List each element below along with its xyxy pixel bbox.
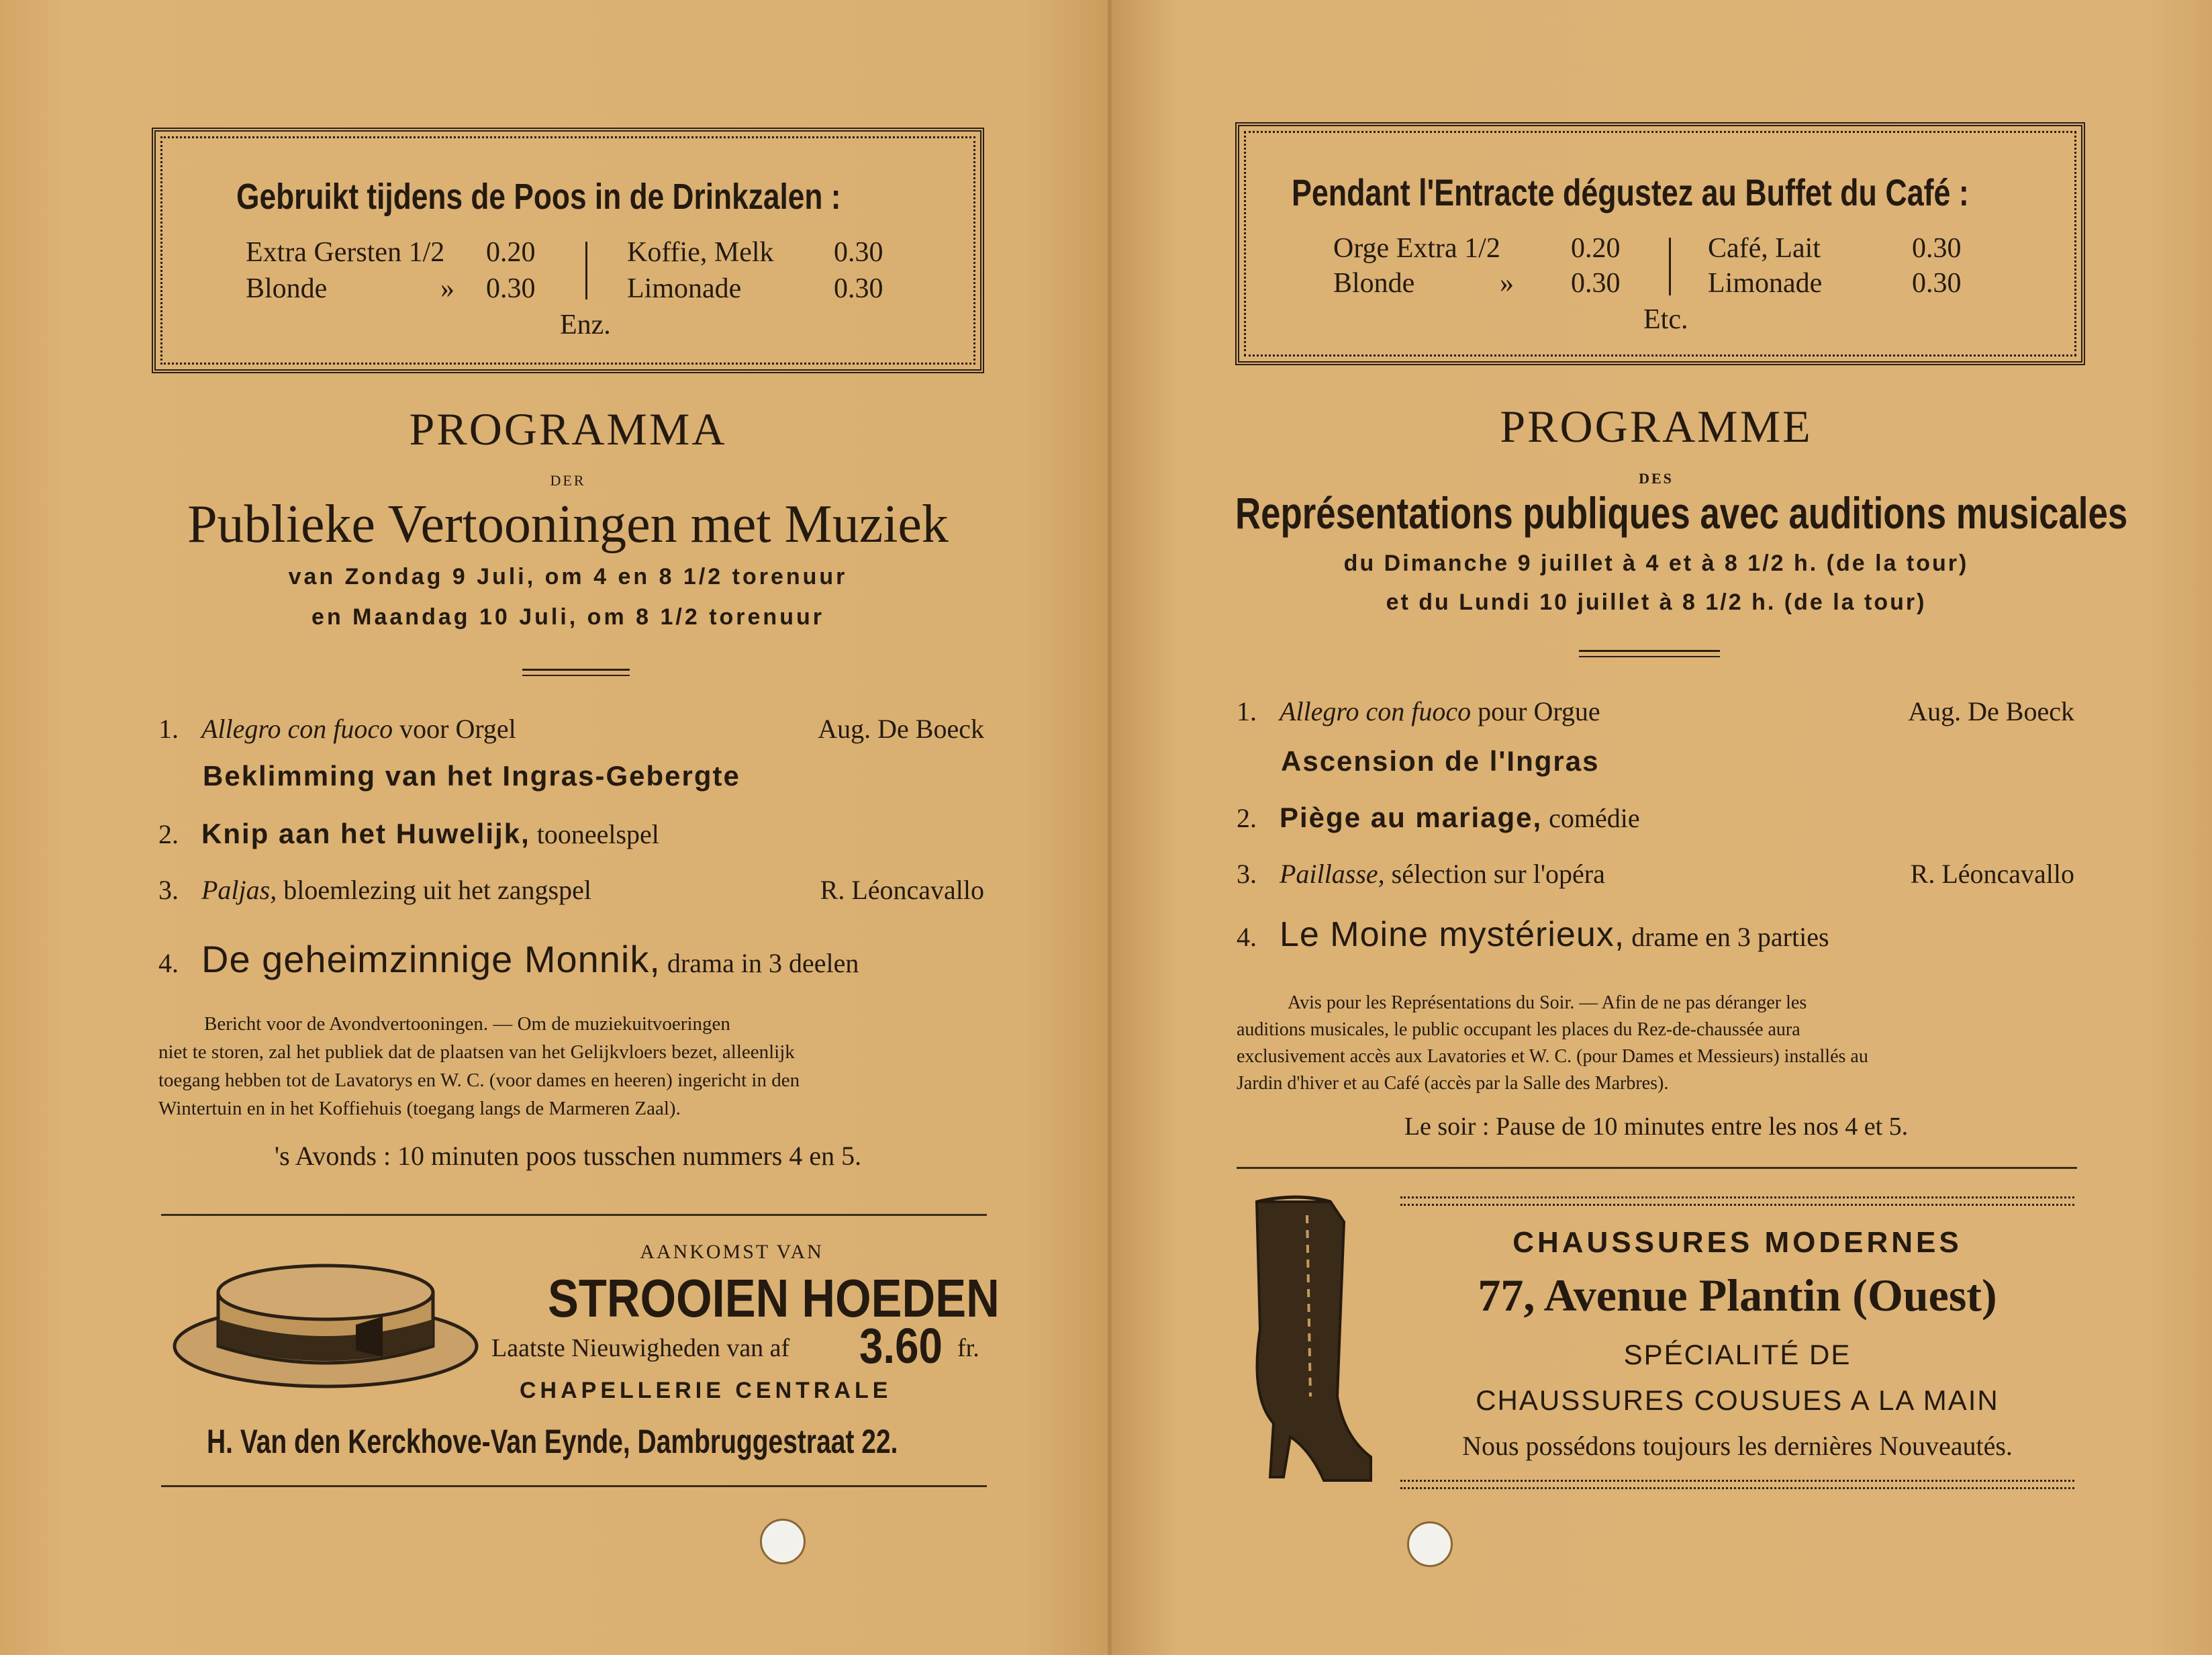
ad-ornament-rule — [1400, 1480, 2074, 1489]
ad-address: 77, Avenue Plantin (Ouest) — [1478, 1270, 1997, 1321]
punch-hole — [760, 1519, 806, 1564]
notice-line: Bericht voor de Avondvertooningen. — Om de muziekuitvoeringen — [204, 1013, 730, 1035]
programme-subtitle: Publieke Vertooningen met Muziek — [187, 495, 949, 554]
ad-ornament-rule — [1400, 1196, 2074, 1206]
programme-item — [1237, 858, 2074, 890]
item-number: 1. — [158, 714, 179, 744]
ad-arrival: AANKOMST VAN — [640, 1241, 824, 1263]
item-title: Allegro con fuoco — [1280, 696, 1472, 726]
buffet-item: Blonde — [1333, 268, 1415, 299]
item-number: 2. — [1237, 803, 1257, 833]
item-description: pour Orgue — [1471, 696, 1600, 726]
item-number: 2. — [158, 819, 179, 849]
buffet-etc: Etc. — [1643, 304, 1688, 335]
programme-item — [158, 874, 984, 906]
item-description: sélection sur l'opéra — [1384, 859, 1605, 889]
programme-item — [1237, 914, 2074, 955]
ornament-divider — [522, 669, 630, 676]
notice-line: toegang hebben tot de Lavatorys en W. C. (voor dames en heeren) ingericht in den — [158, 1070, 800, 1091]
buffet-item: Orge Extra 1/2 — [1333, 233, 1500, 264]
divider-rule — [161, 1485, 987, 1487]
buffet-item: Café, Lait — [1708, 233, 1821, 264]
buffet-item: Koffie, Melk — [627, 237, 774, 268]
notice-line: niet te storen, zal het publiek dat de plaatsen van het Gelijkvloers bezet, alleenlijk — [158, 1041, 795, 1063]
evening-note: Le soir : Pause de 10 minutes entre les nos 4 et 5. — [1404, 1113, 1909, 1141]
item-composer: R. Léoncavallo — [820, 875, 984, 905]
punch-hole — [1407, 1521, 1453, 1567]
programme-title-small: DER — [550, 472, 586, 489]
item-title: Paljas, — [201, 875, 277, 905]
item-title: De geheimzinnige Monnik, — [201, 938, 661, 980]
item-description: drame en 3 parties — [1625, 922, 1829, 952]
ad-shop: CHAPELLERIE CENTRALE — [520, 1378, 892, 1403]
divider-rule — [161, 1214, 987, 1216]
item-description: bloemlezing uit het zangspel — [277, 875, 591, 905]
notice — [1237, 990, 2077, 1097]
ad-currency: fr. — [957, 1334, 979, 1362]
right-page — [1112, 0, 2212, 1655]
item-description: voor Orgel — [393, 714, 516, 744]
notice-line: Avis pour les Représentations du Soir. — Afin de ne pas déranger les — [1288, 992, 1807, 1013]
programme-item — [1237, 696, 2074, 727]
item-title: Le Moine mystérieux, — [1280, 915, 1625, 954]
buffet-price: 0.30 — [1912, 233, 1962, 264]
buffet-etc: Enz. — [560, 310, 611, 340]
buffet-price: 0.20 — [1571, 233, 1621, 264]
item-description: comédie — [1542, 803, 1640, 833]
item-composer: Aug. De Boeck — [1908, 696, 2074, 726]
buffet-item: Extra Gersten 1/2 — [246, 237, 445, 268]
ditto-mark: » — [440, 273, 454, 304]
programme-date: du Dimanche 9 juillet à 4 et à 8 1/2 h. (de la tour) — [1343, 551, 1969, 576]
programme-item — [158, 713, 984, 745]
evening-note: 's Avonds : 10 minuten poos tusschen nummers 4 en 5. — [274, 1141, 862, 1171]
buffet-item: Limonade — [1708, 268, 1823, 299]
ad-line: CHAUSSURES COUSUES A LA MAIN — [1476, 1384, 1999, 1416]
buffet-price: 0.30 — [834, 237, 883, 268]
item-title: Paillasse, — [1280, 859, 1385, 889]
programme-item — [158, 818, 984, 850]
item-title: Piège au mariage, — [1280, 802, 1543, 833]
programme-item — [203, 760, 740, 792]
programme-title-small: DES — [1639, 470, 1674, 487]
notice-line: auditions musicales, le public occupant les places du Rez-de-chaussée aura — [1237, 1019, 1800, 1040]
ditto-mark: » — [1500, 268, 1514, 299]
buffet-price: 0.30 — [1912, 268, 1962, 299]
straw-hat-illustration — [168, 1245, 483, 1393]
buffet-price: 0.30 — [834, 273, 883, 304]
ad-address: H. Van den Kerckhove-Van Eynde, Dambruggestraat 22. — [207, 1423, 898, 1460]
programme-title: PROGRAMME — [1500, 401, 1813, 452]
item-description: tooneelspel — [530, 819, 659, 849]
item-number: 3. — [1237, 859, 1257, 889]
programme-date: van Zondag 9 Juli, om 4 en 8 1/2 torenuur — [288, 564, 848, 589]
buffet-divider — [585, 242, 587, 299]
notice — [158, 1010, 984, 1123]
item-number: 4. — [1237, 922, 1257, 952]
buffet-price: 0.20 — [486, 237, 536, 268]
ad-line: SPÉCIALITÉ DE — [1623, 1339, 1852, 1370]
programme-item — [1281, 745, 1599, 777]
item-number: 4. — [158, 948, 179, 978]
programme-subtitle: Représentations publiques avec auditions musicales — [1235, 488, 2128, 538]
item-number: 3. — [158, 875, 179, 905]
divider-rule — [1237, 1167, 2077, 1169]
item-number: 1. — [1237, 696, 1257, 726]
buffet-price: 0.30 — [486, 273, 536, 304]
item-composer: R. Léoncavallo — [1910, 859, 2074, 889]
item-title: Beklimming van het Ingras-Gebergte — [203, 760, 740, 792]
ad-line: CHAUSSURES MODERNES — [1512, 1226, 1962, 1259]
buffet-item: Blonde — [246, 273, 328, 304]
item-composer: Aug. De Boeck — [818, 714, 984, 744]
item-title: Ascension de l'Ingras — [1281, 745, 1600, 777]
buffet-divider — [1669, 238, 1671, 295]
programme-title: PROGRAMMA — [409, 404, 727, 455]
ad-line: Nous possédons toujours les dernières Nouveautés. — [1462, 1431, 2013, 1461]
ad-headline: STROOIEN HOEDEN — [548, 1268, 1000, 1328]
item-title: Allegro con fuoco — [201, 714, 393, 744]
laced-boot-illustration — [1243, 1195, 1378, 1484]
item-description: drama in 3 deelen — [660, 948, 859, 978]
buffet-item: Limonade — [627, 273, 742, 304]
notice-line: exclusivement accès aux Lavatories et W. C. (pour Dames et Messieurs) installés au — [1237, 1046, 1868, 1067]
ornament-divider — [1579, 650, 1720, 657]
buffet-title: Gebruikt tijdens de Poos in de Drinkzalen : — [236, 177, 841, 217]
programme-date: et du Lundi 10 juillet à 8 1/2 h. (de la tour) — [1386, 589, 1927, 615]
ad-price-text: Laatste Nieuwigheden van af — [491, 1334, 790, 1362]
notice-line: Jardin d'hiver et au Café (accès par la Salle des Marbres). — [1237, 1073, 1669, 1094]
programme-date: en Maandag 10 Juli, om 8 1/2 torenuur — [311, 604, 824, 630]
buffet-title: Pendant l'Entracte dégustez au Buffet du Café : — [1292, 171, 1969, 214]
ad-price: 3.60 — [859, 1318, 943, 1374]
buffet-price: 0.30 — [1571, 268, 1621, 299]
notice-line: Wintertuin en in het Koffiehuis (toegang langs de Marmeren Zaal). — [158, 1098, 681, 1119]
programme-item — [158, 937, 984, 981]
programme-item — [1237, 802, 2074, 834]
item-title: Knip aan het Huwelijk, — [201, 818, 530, 849]
